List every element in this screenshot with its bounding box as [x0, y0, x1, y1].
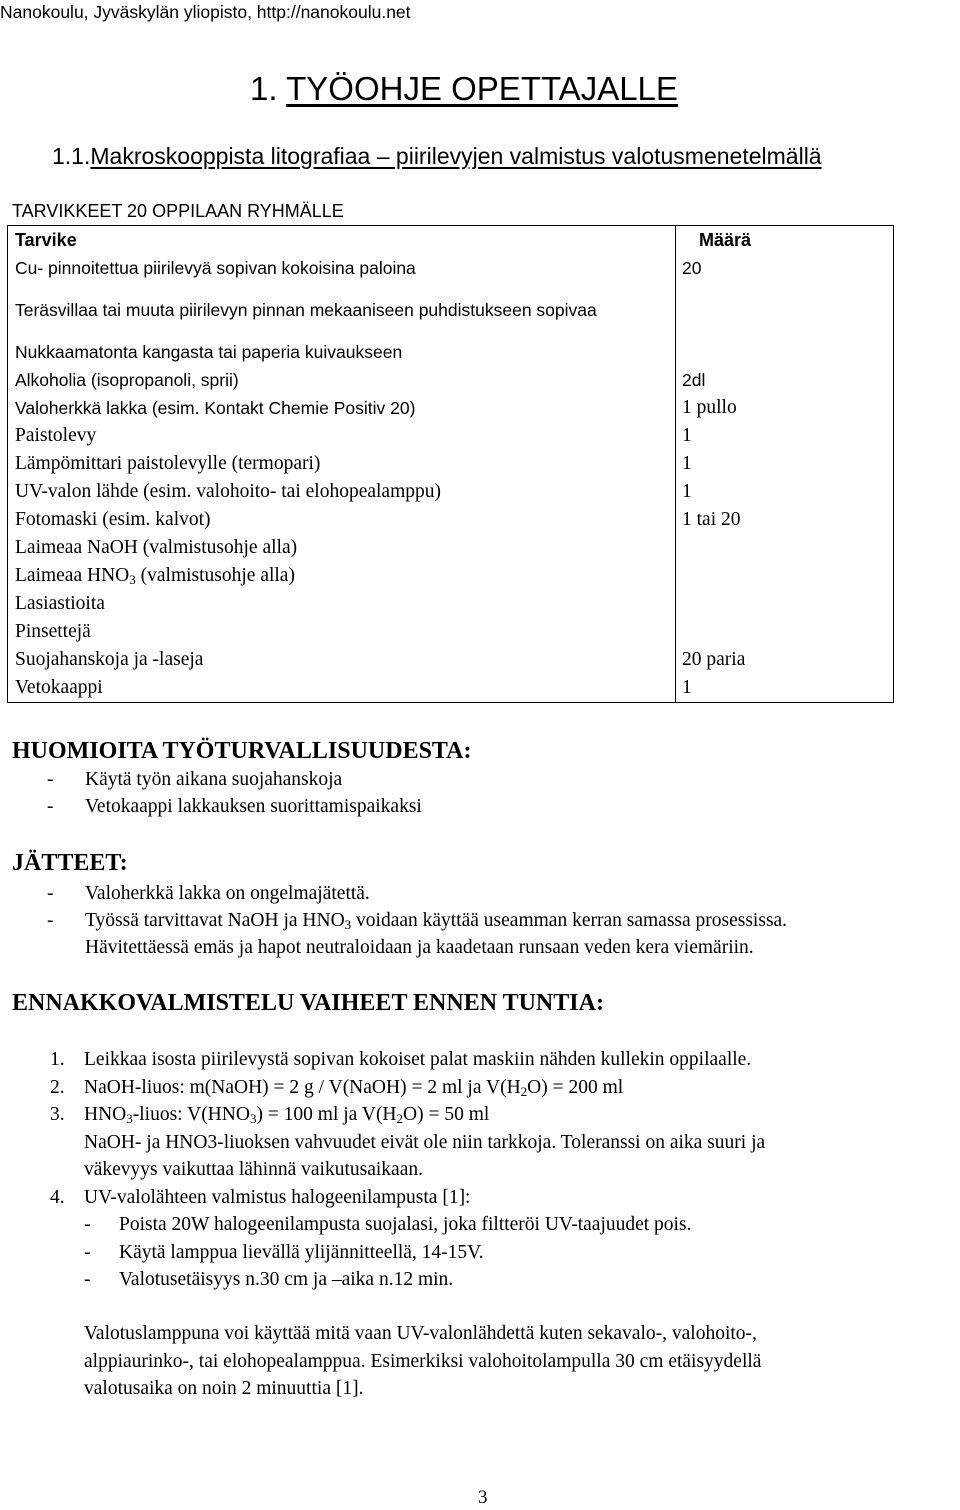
row-item: Lämpömittari paistolevylle (termopari) [8, 450, 676, 478]
row-item: Valoherkkä lakka (esim. Kontakt Chemie Positiv 20) [8, 394, 676, 422]
subtitle-number: 1.1. [52, 143, 91, 169]
note-line: alppiaurinko-, tai elohopealamppua. Esimerkiksi valohoitolampulla 30 cm etäisyydellä [84, 1350, 762, 1372]
row-item: UV-valon lähde (esim. valohoito- tai elohopealamppu) [8, 478, 676, 506]
text-part: ) = 100 ml ja V(H [256, 1104, 397, 1125]
table-row [8, 254, 894, 282]
page-number: 3 [478, 1487, 488, 1508]
table-header-row [8, 226, 894, 255]
step-number: 3. [50, 1104, 65, 1125]
row-qty: 1 [676, 450, 894, 478]
section-subtitle [52, 143, 822, 170]
row-qty [676, 618, 894, 646]
note-paragraph [84, 1320, 761, 1403]
safety-heading: HUOMIOITA TYÖTURVALLISUUDESTA: [12, 738, 472, 764]
row-item: Laimeaa NaOH (valmistusohje alla) [8, 534, 676, 562]
text-part: O) = 50 ml [403, 1104, 490, 1125]
subtitle-text: Makroskooppista litografiaa – piirilevyjen valmistus valotusmenetelmällä [90, 143, 822, 169]
row-item-sub: 3 [129, 572, 136, 587]
row-item: Cu- pinnoitettua piirilevyä sopivan kokoisina paloina [8, 254, 676, 282]
text-post: voidaan käyttää useamman kerran samassa prosessissa. [351, 910, 788, 931]
row-qty: 1 pullo [676, 394, 894, 422]
table-row [8, 338, 894, 366]
list-item-text [85, 907, 787, 934]
step-text: väkevyys vaikuttaa lähinnä vaikutusaikaan. [84, 1159, 423, 1180]
step-number: 1. [50, 1049, 65, 1070]
title-text: TYÖOHJE OPETTAJALLE [286, 70, 678, 107]
text-sub: 2 [520, 1083, 528, 1099]
step-text [84, 1074, 623, 1102]
table-row [8, 478, 894, 506]
materials-heading: TARVIKKEET 20 OPPILAAN RYHMÄLLE [12, 201, 344, 221]
row-qty [676, 338, 894, 366]
row-qty: 1 [676, 422, 894, 450]
row-item: Alkoholia (isopropanoli, sprii) [8, 366, 676, 394]
table-row [8, 394, 894, 422]
note-line: valotusaika on noin 2 minuuttia [1]. [84, 1378, 364, 1399]
row-item-post: (valmistusohje alla) [135, 565, 295, 586]
step-text: UV-valolähteen valmistus halogeenilampusta [1]: [84, 1186, 471, 1208]
document-header-source: Nanokoulu, Jyväskylän yliopisto, http://nanokoulu.net [0, 2, 411, 22]
text-sub: 3 [344, 917, 352, 932]
col-header-qty: Määrä [676, 226, 894, 255]
table-row [8, 590, 894, 618]
row-qty [676, 590, 894, 618]
row-item [8, 562, 676, 590]
table-row [8, 618, 894, 646]
list-item-text: Hävitettäessä emäs ja hapot neutraloidaan ja kaadetaan runsaan veden kera viemäriin. [85, 937, 754, 958]
sub-item-text: Poista 20W halogeenilampusta suojalasi, joka filtteröi UV-taajuudet pois. [119, 1214, 692, 1235]
row-item: Paistolevy [8, 422, 676, 450]
materials-table [7, 225, 894, 703]
text-sub: 3 [126, 1111, 133, 1126]
text-pre: Työssä tarvittavat NaOH ja HNO [85, 910, 345, 931]
step-number: 4. [50, 1186, 65, 1208]
table-row [8, 562, 894, 590]
row-qty: 1 [676, 674, 894, 703]
row-item-pre: Laimeaa HNO [15, 565, 130, 586]
row-qty [676, 282, 894, 338]
list-item-text: Käytä työn aikana suojahanskoja [85, 769, 343, 790]
table-row [8, 366, 894, 394]
note-line: Valotuslamppuna voi käyttää mitä vaan UV-valonlähdettä kuten sekavalo-, valohoito-, [84, 1323, 757, 1344]
row-qty [676, 534, 894, 562]
table-row [8, 534, 894, 562]
step-text [84, 1101, 489, 1129]
prep-heading: ENNAKKOVALMISTELU VAIHEET ENNEN TUNTIA: [12, 990, 604, 1016]
title-number: 1. [250, 70, 278, 107]
row-item [8, 282, 676, 338]
row-qty [676, 562, 894, 590]
text-sub: 3 [249, 1111, 257, 1126]
row-item: Lasiastioita [8, 590, 676, 618]
table-row [8, 506, 894, 534]
waste-heading: JÄTTEET: [12, 850, 128, 876]
list-item-text: Valoherkkä lakka on ongelmajätettä. [85, 883, 370, 904]
row-qty: 20 [676, 254, 894, 282]
row-item-text: Teräsvillaa tai muuta piirilevyn pinnan mekaaniseen puhdistukseen sopivaa [15, 299, 597, 320]
table-row [8, 674, 894, 703]
col-header-item: Tarvike [8, 226, 676, 255]
row-qty: 20 paria [676, 646, 894, 674]
step-text: Leikkaa isosta piirilevystä sopivan kokoiset palat maskiin nähden kullekin oppilaalle. [84, 1049, 752, 1070]
table-row [8, 450, 894, 478]
text-sub: 2 [396, 1111, 404, 1126]
text-part: HNO [84, 1104, 127, 1125]
text-part: O) = 200 ml [527, 1076, 624, 1098]
table-row [8, 282, 894, 338]
list-item-text: Vetokaappi lakkauksen suorittamispaikaksi [85, 796, 422, 817]
page-title [250, 70, 678, 108]
row-qty: 1 [676, 478, 894, 506]
step-text: NaOH- ja HNO3-liuoksen vahvuudet eivät ole niin tarkkoja. Toleranssi on aika suuri ja [84, 1131, 766, 1153]
sub-item-text: Valotusetäisyys n.30 cm ja –aika n.12 min. [119, 1269, 454, 1290]
table-row [8, 422, 894, 450]
row-item: Pinsettejä [8, 618, 676, 646]
row-qty: 2dl [676, 366, 894, 394]
row-item: Fotomaski (esim. kalvot) [8, 506, 676, 534]
text-part: NaOH-liuos: m(NaOH) = 2 g / V(NaOH) = 2 ml ja V(H [84, 1076, 521, 1098]
table-row [8, 646, 894, 674]
row-qty: 1 tai 20 [676, 506, 894, 534]
text-part: -liuos: V(HNO [132, 1104, 250, 1125]
row-item: Vetokaappi [8, 674, 676, 703]
row-item: Nukkaamatonta kangasta tai paperia kuivaukseen [8, 338, 676, 366]
row-item: Suojahanskoja ja -laseja [8, 646, 676, 674]
sub-item-text: Käytä lamppua lievällä ylijännitteellä, 14-15V. [119, 1241, 484, 1263]
step-number: 2. [50, 1076, 65, 1098]
